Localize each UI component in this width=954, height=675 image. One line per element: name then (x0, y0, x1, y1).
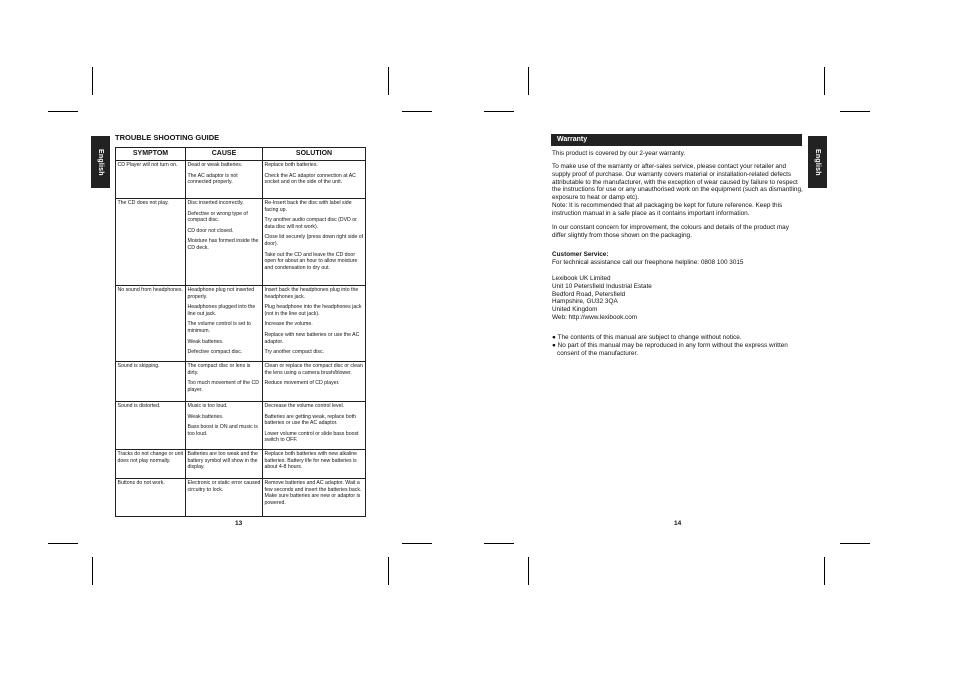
solution-cell (263, 449, 366, 478)
crop-mark (402, 111, 432, 112)
table-row (116, 449, 366, 478)
solution-text: Plug headphone into the headphones jack (not in the line out jack). (264, 304, 362, 317)
solution-text: Replace both batteries. (264, 162, 318, 168)
improvement-paragraph (552, 224, 807, 240)
symptom-cell: Buttons do not work. (116, 478, 186, 516)
page-title: TROUBLE SHOOTING GUIDE (115, 133, 220, 142)
crop-mark (484, 543, 514, 544)
cause-text: Electronic or static error caused circuitry to lock. (187, 479, 261, 493)
crop-mark (824, 67, 825, 95)
text-line: exposure to heat or damp etc). (552, 194, 640, 202)
solution-text: Clean or replace the compact disc or clean the lens using a camera brush/blower. (264, 363, 363, 376)
solution-text: Insert back the headphones plug into the headphones jack. (264, 287, 359, 300)
text-line: the instructions for use or any unauthorised work on the equipment (such as dismantling, (552, 186, 803, 194)
bullet-icon: ● (552, 334, 556, 341)
cause-cell (186, 478, 263, 516)
warranty-intro: This product is covered by our 2-year warranty. (552, 150, 686, 157)
cause-cell (186, 362, 263, 402)
cause-text: Moisture has formed inside the CD deck. (187, 238, 259, 251)
solution-text: Increase the volume. (264, 321, 313, 328)
solution-text: Replace both batteries with new alkaline batteries. Battery life for new batteries is about 4-8 hours. (264, 450, 358, 471)
address-line: United Kingdom (552, 306, 598, 314)
solution-text: Lower volume control or slide bass boost switch to OFF. (264, 430, 359, 444)
cause-text: Batteries are too weak and the battery symbol will show in the display. (187, 450, 258, 471)
address-line: Hampshire, GU32 3QA (552, 298, 618, 306)
solution-cell (263, 362, 366, 402)
address-block (552, 275, 807, 322)
cause-text: Disc inserted incorrectly. (187, 200, 244, 206)
cause-text: The AC adaptor is not connected properly. (187, 172, 238, 186)
notice-list (552, 334, 807, 357)
bullet-icon: ● (552, 341, 556, 349)
text-line: To make use of the warranty or after-sales service, please contact your retailer and (552, 163, 787, 170)
cause-cell (186, 199, 263, 286)
solution-text: Batteries are getting weak, replace both batteries or use the AC adaptor. (264, 413, 356, 427)
crop-mark (528, 557, 529, 585)
list-item-text: consent of the manufacturer. (557, 349, 638, 357)
cause-text: CD door not closed. (187, 227, 234, 234)
symptom-cell: CD Player will not turn on. (116, 161, 186, 199)
text-line: In our constant concern for improvement, the colours and details of the product may (552, 224, 789, 231)
solution-text: Reduce movement of CD player. (264, 380, 340, 387)
cause-cell (186, 161, 263, 199)
solution-cell (263, 402, 366, 450)
helpline-text: For technical assistance call our freephone helpline: 0808 100 3015 (552, 259, 744, 266)
cause-text: Too much movement of the CD player. (187, 380, 260, 393)
solution-text: Decrease the volume control level. (264, 403, 345, 409)
cause-text: Weak batteries. (187, 413, 224, 420)
cause-cell (186, 449, 263, 478)
solution-text: Take out the CD and leave the CD door open for about an hour to allow moisture and condensation to dry out. (264, 251, 358, 271)
cause-text: The compact disc or lens is dirty. (187, 363, 251, 376)
table-row (116, 402, 366, 450)
symptom-cell: The CD does not play. (116, 199, 186, 286)
cause-text: Defective compact disc. (187, 349, 243, 356)
page-number-left: 13 (235, 520, 243, 527)
text-line: Note: It is recommended that all packaging be kept for future reference. Keep this (552, 201, 783, 209)
crop-mark (92, 67, 93, 95)
crop-mark (840, 111, 870, 112)
solution-text: Check the AC adaptor connection at AC socket and on the side of the unit. (264, 172, 356, 186)
text-line: differ slightly from those shown on the packaging. (552, 231, 692, 239)
table-row (116, 161, 366, 199)
cause-cell (186, 286, 263, 362)
cause-text: Dead or weak batteries. (187, 162, 243, 168)
symptom-cell: Tracks do not change or unit does not play normally. (116, 449, 186, 478)
address-line: Lexibook UK Limited (552, 275, 611, 282)
address-line: Unit 10 Petersfield Industrial Estate (552, 282, 652, 290)
header-solution: SOLUTION (263, 148, 366, 161)
crop-mark (388, 557, 389, 585)
customer-service-label: Customer Service: (552, 251, 609, 258)
list-item-text: No part of this manual may be reproduced in any form without the express written (557, 341, 788, 349)
table-row (116, 199, 366, 286)
symptom-cell: No sound from headphones. (116, 286, 186, 362)
language-tab-right (808, 136, 827, 188)
crop-mark (824, 557, 825, 585)
crop-mark (484, 111, 514, 112)
cause-text: Defective or wrong type of compact disc. (187, 210, 248, 224)
list-item-text: The contents of this manual are subject to change without notice. (557, 334, 742, 341)
crop-mark (528, 67, 529, 95)
text-line: supply proof of purchase. Our warranty covers material or installation-related defects (552, 170, 792, 178)
crop-mark (402, 543, 432, 544)
language-tab-label: English (814, 148, 821, 176)
cause-text: The volume control is set to minimum. (187, 321, 251, 334)
cause-text: Headphones plugged into the line out jack. (187, 304, 256, 317)
language-tab-left (91, 136, 110, 188)
solution-text: Re-Insert back the disc with label side facing up. (264, 200, 352, 213)
warranty-paragraph (552, 163, 807, 218)
crop-mark (388, 67, 389, 95)
cause-text: Music is too loud. (187, 403, 228, 409)
section-title-warranty: Warranty (551, 134, 802, 146)
solution-text: Try another compact disc. (264, 349, 324, 356)
text-line: instruction manual in a safe place as it contains important information. (552, 209, 750, 217)
solution-text: Close lid securely (press down right side of door). (264, 234, 364, 247)
crop-mark (92, 557, 93, 585)
web-link: Web: http://www.lexibook.com (552, 313, 638, 321)
cause-text: Weak batteries. (187, 338, 224, 345)
crop-mark (48, 543, 78, 544)
crop-mark (48, 111, 78, 112)
page-number-right: 14 (674, 520, 682, 527)
list-item (552, 334, 807, 342)
symptom-cell: Sound is distorted. (116, 402, 186, 450)
trouble-shooting-table (115, 147, 366, 517)
solution-text: Remove batteries and AC adaptor. Wait a few seconds and insert the batteries back. Make sure batteries are new or adaptor is powered. (264, 479, 362, 506)
list-item (552, 350, 807, 358)
text-line: attributable to the manufacturer, with the exception of wear caused by failure to respect (552, 178, 798, 186)
cause-cell (186, 402, 263, 450)
table-row (116, 286, 366, 362)
solution-text: Try another audio compact disc (DVD or data disc will not work). (264, 217, 357, 230)
table-row (116, 478, 366, 516)
solution-cell (263, 199, 366, 286)
address-line: Bedford Road, Petersfield (552, 290, 626, 298)
solution-cell (263, 286, 366, 362)
symptom-cell: Sound is skipping. (116, 362, 186, 402)
language-tab-label: English (97, 148, 104, 176)
table-row (116, 362, 366, 402)
header-cause: CAUSE (186, 148, 263, 161)
cause-text: Headphone plug not inserted properly. (187, 287, 255, 300)
crop-mark (840, 543, 870, 544)
solution-text: Replace with new batteries or use the AC adaptor. (264, 331, 360, 345)
solution-cell (263, 478, 366, 516)
list-item (552, 342, 807, 350)
header-symptom: SYMPTOM (116, 148, 186, 161)
solution-cell (263, 161, 366, 199)
cause-text: Bass boost is ON and music is too loud. (187, 424, 258, 437)
